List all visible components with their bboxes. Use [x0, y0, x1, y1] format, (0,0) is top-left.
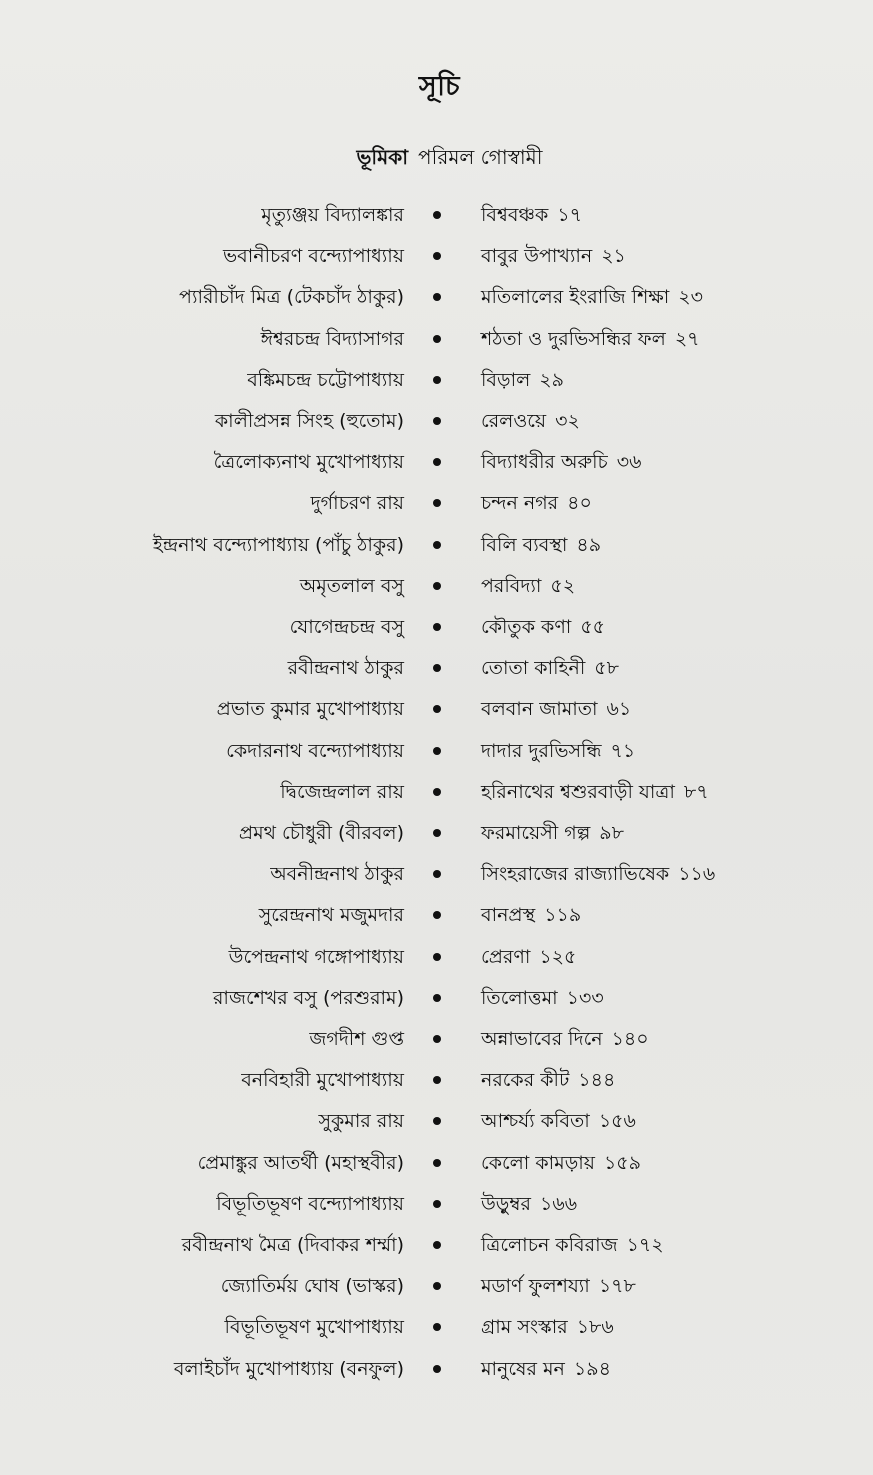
bullet-dot-icon [433, 582, 441, 590]
bullet-dot-icon [433, 788, 441, 796]
bullet-dot-icon [433, 623, 441, 631]
toc-entry [0, 859, 873, 889]
toc-title [481, 942, 576, 972]
toc-title-text: বানপ্রস্থ [481, 904, 536, 927]
bullet-dot-icon [433, 994, 441, 1002]
toc-page-number: ১৭৮ [598, 1275, 636, 1298]
toc-title [481, 571, 575, 601]
toc-page-number: ১৮৬ [576, 1316, 614, 1339]
toc-title-text: তোতা কাহিনী [481, 657, 586, 680]
toc-title [481, 1065, 615, 1095]
toc-title-text: মতিলালের ইংরাজি শিক্ষা [481, 286, 670, 309]
toc-author: ঈশ্বরচন্দ্র বিদ্যাসাগর [260, 327, 404, 350]
toc-author: বিভূতিভূষণ বন্দ্যোপাধ্যায় [216, 1192, 404, 1215]
toc-entry [0, 942, 873, 972]
toc-title [481, 1024, 649, 1054]
toc-page-number: ৩৬ [616, 451, 642, 474]
toc-author: বলাইচাঁদ মুখোপাধ্যায় (বনফুল) [173, 1357, 404, 1380]
bullet-dot-icon [433, 747, 441, 755]
toc-page-number: ১৯৪ [573, 1357, 611, 1380]
toc-title [481, 777, 709, 807]
toc-title [481, 736, 635, 766]
toc-title-text: মডার্ণ ফুলশয্যা [481, 1275, 590, 1298]
toc-author: প্যারীচাঁদ মিত্র (টেকচাঁদ ঠাকুর) [179, 286, 404, 309]
toc-title [481, 818, 624, 848]
bullet-dot-icon [433, 705, 441, 713]
toc-page-number: ৬১ [606, 698, 632, 721]
bullet-dot-icon [433, 911, 441, 919]
toc-page-number: ৪০ [567, 492, 592, 515]
toc-page-number: ১১৬ [678, 863, 716, 886]
toc-author: কালীপ্রসন্ন সিংহ (হুতোম) [214, 410, 404, 432]
toc-title [481, 324, 700, 354]
toc-title-text: উড়ুম্বর [481, 1192, 532, 1215]
toc-entry [0, 777, 873, 807]
toc-entry [0, 1189, 873, 1219]
toc-entry [0, 1271, 873, 1301]
bullet-dot-icon [433, 417, 441, 425]
toc-entry [0, 983, 873, 1013]
toc-page-number: ৯৮ [599, 822, 624, 844]
toc-entry [0, 365, 873, 395]
bullet-dot-icon [433, 1117, 441, 1125]
toc-title-text: অন্নাভাবের দিনে [481, 1028, 603, 1050]
toc-title-text: বিড়াল [481, 368, 531, 391]
bullet-dot-icon [433, 1200, 441, 1208]
toc-page-number: ৫৫ [580, 616, 605, 638]
toc-page-number: ১৭ [557, 204, 583, 226]
toc-title [481, 200, 582, 230]
toc-author: অবনীন্দ্রনাথ ঠাকুর [270, 863, 404, 886]
toc-author: যোগেন্দ্রচন্দ্র বসু [289, 616, 404, 638]
toc-entry [0, 571, 873, 601]
toc-title-text: তিলোত্তমা [481, 986, 558, 1009]
toc-author: ভবানীচরণ বন্দ্যোপাধ্যায় [223, 245, 404, 268]
toc-title-text: নরকের কীট [481, 1069, 570, 1092]
bullet-dot-icon [433, 458, 441, 466]
toc-author: বঙ্কিমচন্দ্র চট্টোপাধ্যায় [247, 368, 404, 391]
toc-entry [0, 282, 873, 312]
toc-entry [0, 530, 873, 560]
toc-author: মৃত্যুঞ্জয় বিদ্যালঙ্কার [261, 204, 404, 226]
toc-title-text: গ্রাম সংস্কার [481, 1316, 568, 1339]
toc-entry [0, 200, 873, 230]
toc-page-number: ১২৫ [539, 945, 577, 968]
bullet-dot-icon [433, 1035, 441, 1043]
toc-page-number: ২৯ [539, 368, 564, 391]
bullet-dot-icon [433, 1323, 441, 1331]
toc-title [481, 859, 715, 889]
toc-title-text: শঠতা ও দুরভিসন্ধির ফল [481, 327, 666, 350]
toc-author: বিভূতিভূষণ মুখোপাধ্যায় [224, 1316, 404, 1339]
toc-author: প্রভাত কুমার মুখোপাধ্যায় [216, 698, 404, 721]
toc-entry [0, 612, 873, 642]
toc-title-text: বলবান জামাতা [481, 698, 598, 721]
toc-entry [0, 694, 873, 724]
toc-title-text: দাদার দুরভিসন্ধি [481, 739, 602, 762]
toc-author: ইন্দ্রনাথ বন্দ্যোপাধ্যায় (পাঁচু ঠাকুর) [152, 533, 404, 556]
toc-title [481, 1189, 577, 1219]
bullet-dot-icon [433, 1365, 441, 1373]
toc-author: জগদীশ গুপ্ত [309, 1028, 404, 1050]
toc-title-text: বাবুর উপাখ্যান [481, 245, 593, 268]
introduction-label: ভূমিকা [356, 145, 409, 169]
toc-entry [0, 447, 873, 477]
toc-author: বনবিহারী মুখোপাধ্যায় [241, 1069, 404, 1092]
toc-page-number: ২১ [601, 245, 626, 268]
toc-title [481, 1106, 636, 1136]
toc-entry [0, 241, 873, 271]
toc-author: রাজশেখর বসু (পরশুরাম) [212, 986, 404, 1009]
toc-page-number: ২৩ [678, 286, 703, 309]
toc-page-number: ১৫৯ [603, 1151, 641, 1174]
bullet-dot-icon [433, 335, 441, 343]
bullet-dot-icon [433, 499, 441, 507]
introduction-author: পরিমল গোস্বামী [418, 145, 543, 169]
toc-page-number: ১৩৩ [566, 986, 604, 1009]
toc-entry [0, 736, 873, 766]
bullet-dot-icon [433, 376, 441, 384]
toc-page-number: ১৬৬ [540, 1192, 578, 1215]
toc-title-text: চন্দন নগর [481, 492, 559, 515]
toc-title [481, 1312, 614, 1342]
toc-title-text: প্রেরণা [481, 945, 531, 968]
toc-author: দুর্গাচরণ রায় [310, 492, 404, 515]
toc-author: জ্যোতির্ময় ঘোষ (ভাস্কর) [220, 1275, 404, 1298]
toc-title [481, 1271, 636, 1301]
toc-title [481, 1230, 664, 1260]
toc-entry [0, 1354, 873, 1384]
bullet-dot-icon [433, 664, 441, 672]
bullet-dot-icon [433, 541, 441, 549]
toc-title [481, 653, 619, 683]
toc-title-text: আশ্চর্য্য কবিতা [481, 1110, 590, 1133]
toc-title [481, 282, 703, 312]
toc-title [481, 1148, 641, 1178]
toc-title [481, 530, 601, 560]
toc-author: দ্বিজেন্দ্রলাল রায় [280, 780, 404, 803]
table-of-contents [0, 200, 873, 1420]
toc-page-number: ৭১ [610, 739, 636, 762]
toc-author: কেদারনাথ বন্দ্যোপাধ্যায় [226, 739, 404, 762]
toc-author: প্রেমাঙ্কুর আতর্থী (মহাস্থবীর) [197, 1151, 404, 1174]
toc-title [481, 447, 641, 477]
toc-title-text: হরিনাথের শ্বশুরবাড়ী যাত্রা [481, 780, 675, 803]
toc-title-text: কৌতুক কণা [481, 616, 572, 638]
toc-page-number: ৫২ [550, 574, 576, 597]
bullet-dot-icon [433, 252, 441, 260]
toc-title-text: বিশ্ববঞ্চক [481, 204, 549, 226]
toc-entry [0, 1106, 873, 1136]
toc-page-number: ৪৯ [576, 533, 602, 556]
toc-author: প্রমথ চৌধুরী (বীরবল) [238, 822, 404, 844]
toc-title [481, 406, 580, 436]
toc-page-number: ৩২ [555, 410, 580, 432]
toc-entry [0, 653, 873, 683]
toc-author: সুরেন্দ্রনাথ মজুমদার [258, 904, 404, 927]
toc-page-number: ৮৭ [683, 780, 709, 803]
toc-title-text: সিংহরাজের রাজ্যাভিষেক [481, 863, 670, 886]
bullet-dot-icon [433, 1282, 441, 1290]
toc-author: ত্রৈলোক্যনাথ মুখোপাধ্যায় [213, 451, 404, 474]
toc-author: সুকুমার রায় [318, 1110, 404, 1133]
toc-page-number: ২৭ [674, 327, 700, 350]
toc-page-number: ১১৯ [544, 904, 582, 927]
toc-title-text: ফরমায়েসী গল্প [481, 822, 591, 844]
bullet-dot-icon [433, 1159, 441, 1167]
bullet-dot-icon [433, 1241, 441, 1249]
bullet-dot-icon [433, 1076, 441, 1084]
toc-entry [0, 406, 873, 436]
toc-title-text: কেলো কামড়ায় [481, 1151, 595, 1174]
toc-title [481, 365, 564, 395]
introduction-entry [0, 143, 873, 176]
bullet-dot-icon [433, 293, 441, 301]
toc-entry [0, 1230, 873, 1260]
toc-entry [0, 1065, 873, 1095]
toc-title [481, 488, 592, 518]
toc-entry [0, 324, 873, 354]
toc-title [481, 1354, 611, 1384]
toc-entry [0, 1024, 873, 1054]
bullet-dot-icon [433, 211, 441, 219]
toc-entry [0, 900, 873, 930]
toc-author: রবীন্দ্রনাথ মৈত্র (দিবাকর শর্ম্মা) [181, 1234, 404, 1256]
toc-title-text: বিদ্যাধরীর অরুচি [481, 451, 608, 474]
toc-page-number: ১৭২ [626, 1234, 664, 1256]
bullet-dot-icon [433, 870, 441, 878]
toc-page-number: ৫৮ [594, 657, 619, 680]
toc-title-text: ত্রিলোচন কবিরাজ [481, 1234, 618, 1256]
toc-title [481, 983, 604, 1013]
toc-entry [0, 1148, 873, 1178]
bullet-dot-icon [433, 953, 441, 961]
toc-title [481, 900, 581, 930]
toc-title [481, 612, 605, 642]
toc-entry [0, 488, 873, 518]
toc-page-number: ১৪৪ [578, 1069, 616, 1092]
toc-title-text: রেলওয়ে [481, 410, 547, 432]
toc-entry [0, 1312, 873, 1342]
toc-author: রবীন্দ্রনাথ ঠাকুর [287, 657, 404, 680]
bullet-dot-icon [433, 829, 441, 837]
toc-author: অমৃতলাল বসু [299, 574, 404, 597]
toc-title-text: বিলি ব্যবস্থা [481, 533, 568, 556]
toc-title-text: পরবিদ্যা [481, 574, 542, 597]
toc-title [481, 241, 626, 271]
contents-heading: সূচি [418, 71, 461, 102]
toc-title-text: মানুষের মন [481, 1357, 565, 1380]
toc-page-number: ১৫৬ [598, 1110, 636, 1133]
toc-author: উপেন্দ্রনাথ গঙ্গোপাধ্যায় [228, 945, 404, 968]
toc-title [481, 694, 631, 724]
toc-entry [0, 818, 873, 848]
toc-page-number: ১৪০ [611, 1028, 649, 1050]
